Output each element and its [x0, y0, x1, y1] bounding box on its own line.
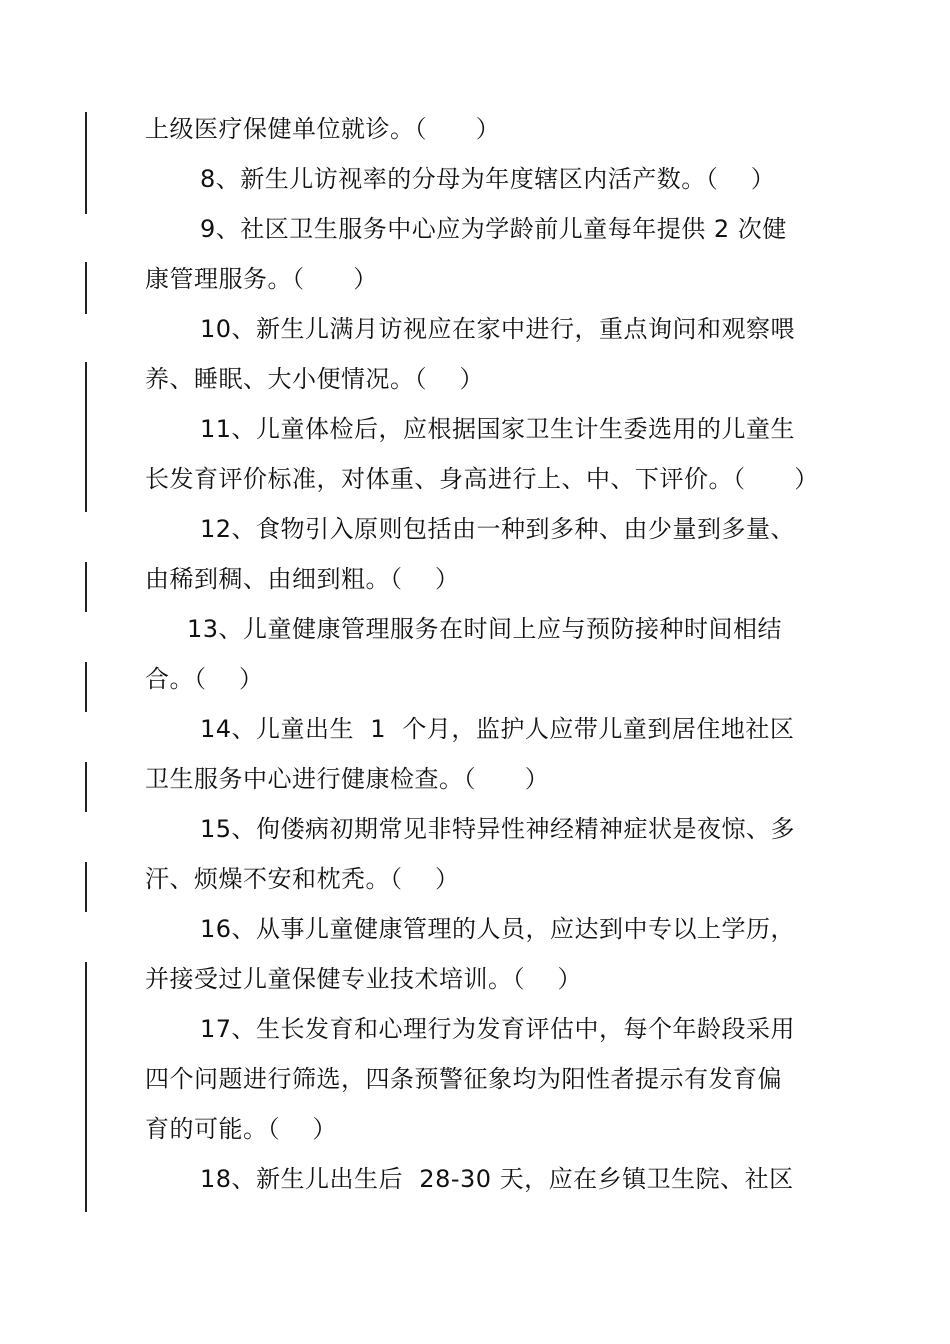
revision-bar	[85, 862, 87, 912]
question-11: 11、儿童体检后，应根据国家卫生计生委选用的儿童生	[200, 415, 796, 443]
text-line: 长发育评价标准，对体重、身高进行上、中、下评价。（ ）	[145, 465, 819, 493]
question-18: 18、新生儿出生后 28-30 天，应在乡镇卫生院、社区	[200, 1165, 794, 1193]
text-line: 并接受过儿童保健专业技术培训。（ ）	[145, 965, 583, 993]
question-15: 15、佝偻病初期常见非特异性神经精神症状是夜惊、多	[200, 815, 796, 843]
revision-bar	[85, 662, 87, 712]
revision-bar	[85, 762, 87, 812]
text-line: 上级医疗保健单位就诊。（ ）	[145, 115, 501, 143]
question-8: 8、新生儿访视率的分母为年度辖区内活产数。（ ）	[200, 165, 776, 193]
text-line: 养、睡眠、大小便情况。（ ）	[145, 365, 485, 393]
revision-bar	[85, 562, 87, 612]
text-line: 育的可能。（ ）	[145, 1115, 338, 1143]
text-line: 四个问题进行筛选，四条预警征象均为阳性者提示有发育偏	[145, 1065, 782, 1093]
revision-bar	[85, 362, 87, 512]
text-line: 汗、烦燥不安和枕秃。（ ）	[145, 865, 460, 893]
question-9: 9、社区卫生服务中心应为学龄前儿童每年提供 2 次健	[200, 215, 787, 243]
question-13: 13、儿童健康管理服务在时间上应与预防接种时间相结	[187, 615, 783, 643]
revision-bar	[85, 262, 87, 314]
text-line: 康管理服务。（ ）	[145, 265, 378, 293]
question-10: 10、新生儿满月访视应在家中进行，重点询问和观察喂	[200, 315, 796, 343]
revision-bar	[85, 112, 87, 214]
text-line: 由稀到稠、由细到粗。（ ）	[145, 565, 460, 593]
text-line: 合。（ ）	[145, 665, 264, 693]
question-14: 14、儿童出生 1 个月，监护人应带儿童到居住地社区	[200, 715, 795, 743]
question-12: 12、食物引入原则包括由一种到多种、由少量到多量、	[200, 515, 796, 543]
revision-bar	[85, 962, 87, 1212]
question-17: 17、生长发育和心理行为发育评估中，每个年龄段采用	[200, 1015, 796, 1043]
question-16: 16、从事儿童健康管理的人员，应达到中专以上学历，	[200, 915, 796, 943]
text-line: 卫生服务中心进行健康检查。（ ）	[145, 765, 550, 793]
